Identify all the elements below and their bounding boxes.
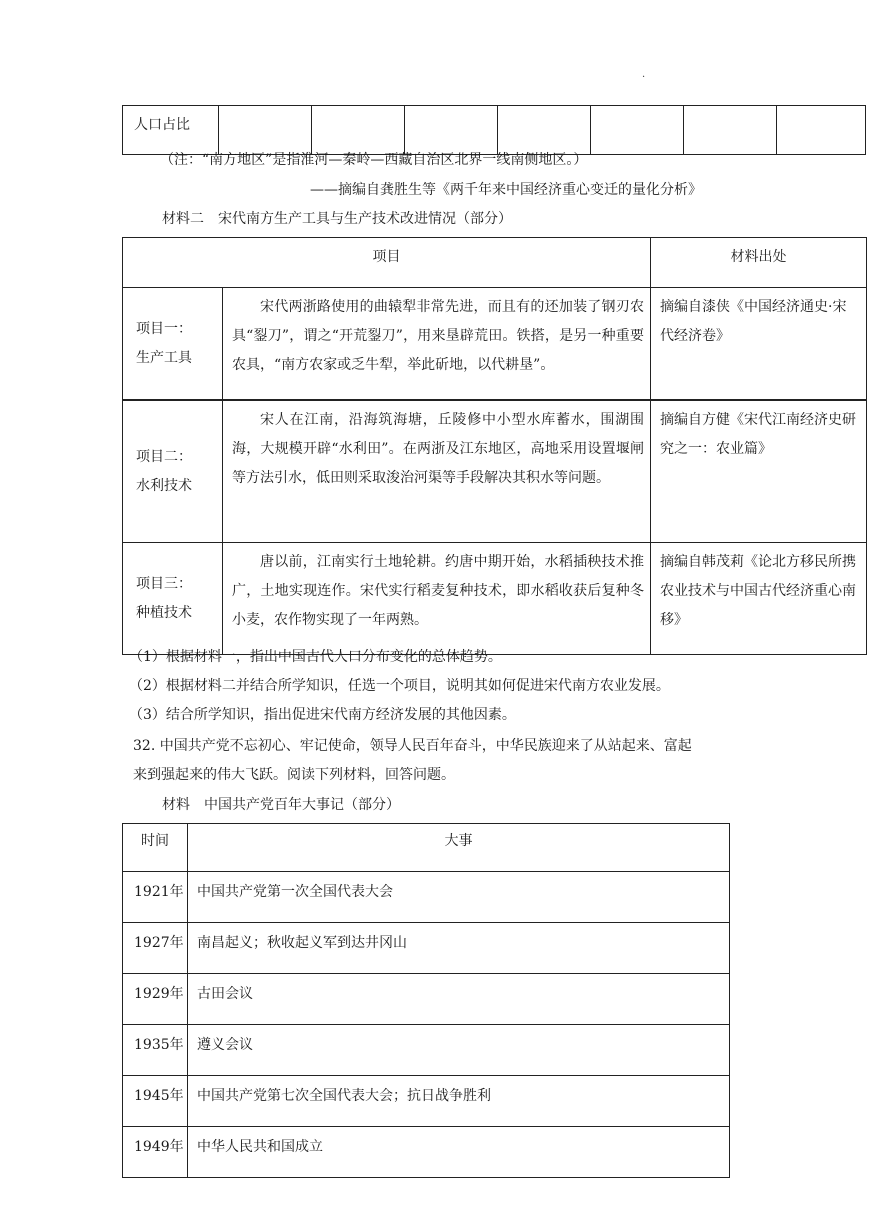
table-row [123, 923, 730, 974]
table-row [123, 1127, 730, 1178]
event-desc: 南昌起义；秋收起义军到达井冈山 [188, 923, 730, 974]
question-2: （2）根据材料二并结合所学知识，任选一个项目，说明其如何促进宋代南方农业发展。 [129, 678, 670, 694]
table-row [123, 543, 867, 655]
table-row [123, 400, 867, 543]
item-content [223, 543, 651, 655]
table-row [123, 1076, 730, 1127]
table-cell [591, 106, 684, 155]
item-content-text: 宋人在江南，沿海筑海塘，丘陵修中小型水库蓄水，围湖围海，大规模开辟“水利田”。在两浙及江东地区，高地采用设置堰闸等方法引水，低田则采取浚治河渠等手段解决其积水等问题。 [232, 412, 644, 486]
item-label [123, 543, 223, 655]
header-source: 材料出处 [651, 238, 867, 288]
table-cell [405, 106, 498, 155]
event-year: 1949年 [123, 1127, 188, 1178]
table-row [123, 1025, 730, 1076]
event-desc: 古田会议 [188, 974, 730, 1025]
item-source: 摘编自韩茂莉《论北方移民所携农业技术与中国古代经济重心南移》 [651, 543, 867, 655]
event-desc: 中华人民共和国成立 [188, 1127, 730, 1178]
table-row [123, 288, 867, 401]
item-content [223, 400, 651, 543]
note-text: （注：“南方地区”是指淮河—秦岭—西藏自治区北界一线南侧地区。） [160, 152, 588, 168]
table-cell [684, 106, 777, 155]
table-cell [777, 106, 866, 155]
events-table [122, 823, 730, 1178]
event-desc: 遵义会议 [188, 1025, 730, 1076]
question-3: （3）结合所学知识，指出促进宋代南方经济发展的其他因素。 [129, 707, 516, 723]
material-two-title: 材料二 宋代南方生产工具与生产技术改进情况（部分） [162, 211, 512, 227]
event-year: 1929年 [123, 974, 188, 1025]
item-source: 摘编自方健《宋代江南经济史研究之一：农业篇》 [651, 400, 867, 543]
item-label-line1: 项目一： [136, 320, 192, 337]
population-share-table [122, 105, 866, 155]
question-1: （1）根据材料一，指出中国古代人口分布变化的总体趋势。 [129, 649, 502, 665]
header-time: 时间 [123, 824, 188, 872]
table-row [123, 974, 730, 1025]
item-label-line2: 水利技术 [136, 477, 192, 494]
event-desc: 中国共产党第七次全国代表大会；抗日战争胜利 [188, 1076, 730, 1127]
item-label-line2: 生产工具 [136, 349, 192, 366]
item-content-text: 宋代两浙路使用的曲辕犁非常先进，而且有的还加装了钢刃农具“銐刀”，谓之“开荒銐刀”，用来垦辟荒田。铁搭，是另一种重要农具，“南方农家或乏牛犁，举此斫地，以代耕垦”。 [232, 299, 644, 373]
table-row [123, 872, 730, 923]
header-event: 大事 [188, 824, 730, 872]
item-label-line2: 种植技术 [136, 604, 192, 621]
item-label-line1: 项目二： [136, 448, 192, 465]
item-content [223, 288, 651, 401]
item-label [123, 400, 223, 543]
table-cell [219, 106, 312, 155]
question-32-line2: 来到强起来的伟大飞跃。阅读下列材料，回答问题。 [133, 767, 455, 783]
event-year: 1935年 [123, 1025, 188, 1076]
material-title: 材料 中国共产党百年大事记（部分） [162, 797, 400, 813]
event-year: 1921年 [123, 872, 188, 923]
item-label-line1: 项目三： [136, 575, 192, 592]
event-desc: 中国共产党第一次全国代表大会 [188, 872, 730, 923]
material-two-table [122, 237, 867, 655]
row-label: 人口占比 [123, 106, 219, 155]
table-header-row [123, 238, 867, 288]
question-32-line1: 32. 中国共产党不忘初心、牢记使命，领导人民百年奋斗，中华民族迎来了从站起来、富起 [133, 738, 692, 754]
table-cell [312, 106, 405, 155]
table-cell [498, 106, 591, 155]
header-item: 项目 [123, 238, 651, 288]
table-header-row [123, 824, 730, 872]
header-mark: · [642, 72, 646, 83]
event-year: 1945年 [123, 1076, 188, 1127]
table-row [123, 106, 866, 155]
event-year: 1927年 [123, 923, 188, 974]
item-content-text: 唐以前，江南实行土地轮耕。约唐中期开始，水稻插秧技术推广，土地实现连作。宋代实行稻麦复种技术，即水稻收获后复种冬小麦，农作物实现了一年两熟。 [232, 554, 644, 628]
source-citation: ——摘编自龚胜生等《两千年来中国经济重心变迁的量化分析》 [310, 182, 702, 198]
item-label [123, 288, 223, 401]
item-source: 摘编自漆侠《中国经济通史·宋代经济卷》 [651, 288, 867, 401]
